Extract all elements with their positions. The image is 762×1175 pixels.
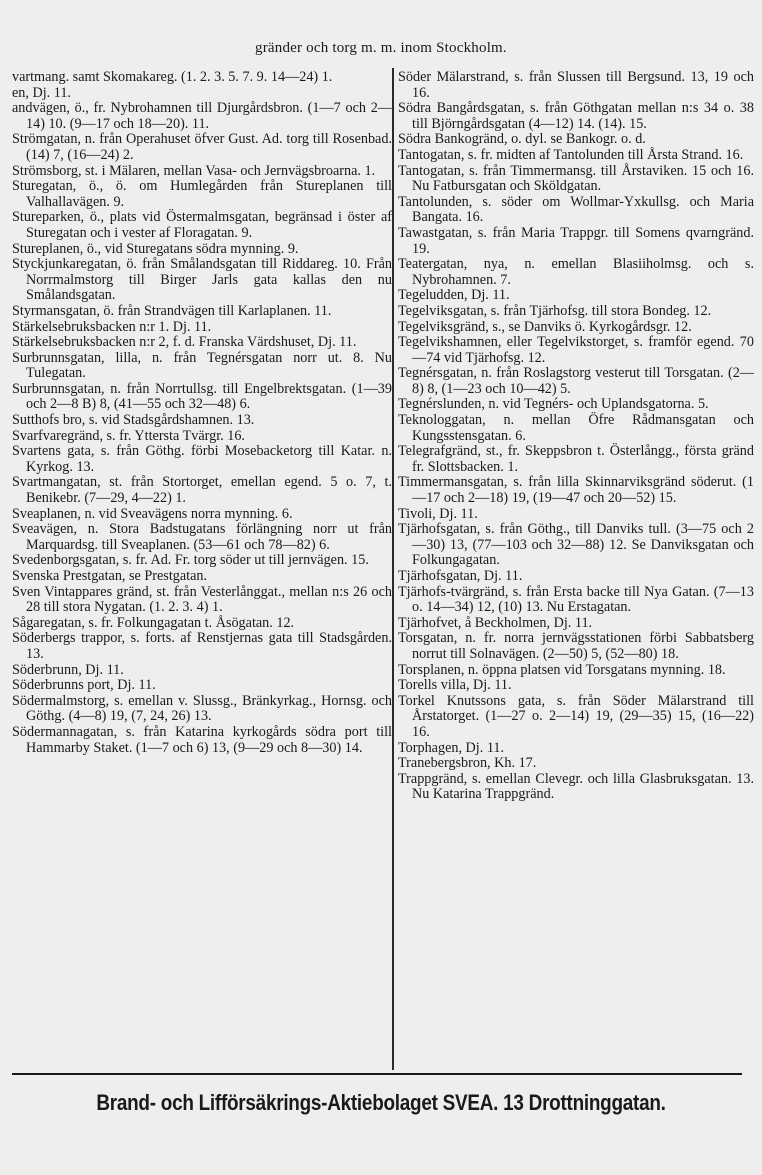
street-entry: Styrmansgatan, ö. från Strandvägen till Karlaplanen. 11.: [12, 302, 332, 319]
street-entry: Tranebergsbron, Kh. 17.: [398, 755, 537, 772]
street-entry: Söderbrunn, Dj. 11.: [12, 661, 124, 678]
street-entry: Torsplanen, n. öppna platsen vid Torsgatans mynning. 18.: [398, 661, 726, 678]
footer-rule: [12, 1073, 742, 1075]
street-entry: Tantolunden, s. söder om Wollmar-Yxkullsg. och Maria Bangata. 16.: [398, 193, 754, 226]
street-entry: Stureparken, ö., plats vid Östermalmsgatan, begränsad i öster af Sturegatan och i vester af Floragatan. 9.: [12, 209, 392, 241]
street-entry: Timmermansgatan, s. från lilla Skinnarviksgränd söderut. (1—17 och 2—18) 19, (19—47 och 20—52) 15.: [398, 474, 754, 507]
street-entry: Sturegatan, ö., ö. om Humlegården från Stureplanen till Valhallavägen. 9.: [12, 178, 392, 210]
street-entry: Trappgränd, s. emellan Clevegr. och lilla Glasbruksgatan. 13. Nu Katarina Trappgränd.: [398, 770, 754, 803]
street-entry: Sutthofs bro, s. vid Stadsgårdshamnen. 13.: [12, 412, 255, 429]
street-entry: Svarfvaregränd, s. fr. Yttersta Tvärgr. 16.: [12, 427, 245, 444]
street-entry: Tegnérslunden, n. vid Tegnérs- och Uplandsgatorna. 5.: [398, 396, 709, 413]
street-entry: Tjärhofsgatan, s. från Göthg., till Danviks tull. (3—75 och 2—30) 13, (77—103 och 32—88) 12. Se Danviksgatan och Folkungagatan.: [398, 521, 754, 569]
street-entry: Tivoli, Dj. 11.: [398, 505, 478, 522]
page-header: gränder och torg m. m. inom Stockholm.: [255, 40, 507, 56]
street-entry: Surbrunnsgatan, lilla, n. från Tegnérsgatan norr ut. 8. Nu Tulegatan.: [12, 349, 392, 382]
street-entry: andvägen, ö., fr. Nybrohamnen till Djurgårdsbron. (1—7 och 2—14) 10. (9—17 och 18—20). 11.: [12, 100, 392, 132]
street-entry: en, Dj. 11.: [12, 84, 71, 101]
street-entry: Torkel Knutssons gata, s. från Söder Mälarstrand till Årstatorget. (1—27 o. 2—14) 19, (29—35) 15, (16—22) 16.: [398, 692, 754, 740]
street-entry: Tjärhofs-tvärgränd, s. från Ersta backe till Nya Gatan. (7—13 o. 14—34) 12, (10) 13. Nu Erstagatan.: [398, 583, 754, 616]
street-entry: Södra Bangårdsgatan, s. från Göthgatan mellan n:s 34 o. 38 till Björngårdsgatan (4—12) 14. (14). 15.: [398, 100, 754, 132]
street-entry: Tawastgatan, s. från Maria Trappgr. till Somens qvarngränd. 19.: [398, 224, 754, 257]
street-entry: Teatergatan, nya, n. emellan Blasiiholmsg. och s. Nybrohamnen. 7.: [398, 256, 754, 288]
street-entry: Stureplanen, ö., vid Sturegatans södra mynning. 9.: [12, 240, 299, 257]
street-entry: Södermalmstorg, s. emellan v. Slussg., Bränkyrkag., Hornsg. och Göthg. (4—8) 19, (7, 24, 26) 13.: [12, 692, 392, 725]
street-entry: Tantogatan, s. fr. midten af Tantolunden till Årsta Strand. 16.: [398, 146, 744, 163]
street-entry: Torsgatan, n. fr. norra jernvägsstationen förbi Sabbatsberg norrut till Solnavägen. (2—50) 5, (52—80) 18.: [398, 630, 754, 662]
street-entry: Tantogatan, s. från Timmermansg. till Årstaviken. 15 och 16. Nu Fatbursgatan och Sköldgatan.: [398, 162, 754, 195]
street-entry: vartmang. samt Skomakareg. (1. 2. 3. 5. 7. 9. 14—24) 1.: [12, 69, 333, 85]
street-entry: Söderbrunns port, Dj. 11.: [12, 677, 156, 694]
street-entry: Svenska Prestgatan, se Prestgatan.: [12, 568, 208, 584]
street-entry: Sven Vintappares gränd, st. från Vesterlånggat., mellan n:s 26 och 28 till stora Nygatan. (1. 2. 3. 4) 1.: [12, 583, 392, 616]
street-entry: Teknologgatan, n. mellan Öfre Rådmansgatan och Kungsstensgatan. 6.: [398, 412, 754, 444]
street-entry: Söderbergs trappor, s. forts. af Renstjernas gata till Stadsgården. 13.: [12, 630, 392, 662]
street-entry: Södermannagatan, s. från Katarina kyrkogårds södra port till Hammarby Staket. (1—7 och 6) 13, (9—29 och 8—30) 14.: [12, 723, 392, 756]
left-column: [12, 70, 392, 756]
street-entry: Sågaregatan, s. fr. Folkungagatan t. Åsögatan. 12.: [12, 614, 295, 631]
street-entry: Svedenborgsgatan, s. fr. Ad. Fr. torg söder ut till jernvägen. 15.: [12, 552, 369, 569]
street-entry: Torells villa, Dj. 11.: [398, 677, 512, 694]
right-column: [398, 70, 754, 803]
street-entry: Sveavägen, n. Stora Badstugatans förlängning norr ut från Marquardsg. till Sveaplanen. (53—61 och 78—82) 6.: [12, 521, 392, 553]
street-entry: Södra Bankogränd, o. dyl. se Bankogr. o. d.: [398, 131, 646, 148]
street-entry: Strömgatan, n. från Operahuset öfver Gust. Ad. torg till Rosenbad. (14) 7, (16—24) 2.: [12, 131, 392, 163]
street-entry: Stärkelsebruksbacken n:r 2, f. d. Franska Värdshuset, Dj. 11.: [12, 334, 357, 351]
street-entry: Svartmangatan, st. från Stortorget, emellan egend. 5 o. 7, t. Benikebr. (7—29, 4—22) 1.: [12, 474, 392, 507]
street-entry: Svartens gata, s. från Göthg. förbi Mosebacketorg till Katar. n. Kyrkog. 13.: [12, 443, 392, 475]
column-divider: [392, 68, 394, 1070]
advertisement-footer: Brand- och Lifförsäkrings-Aktiebolaget SVEA. 13 Drottninggatan.: [96, 1090, 666, 1115]
street-entry: Söder Mälarstrand, s. från Slussen till Bergsund. 13, 19 och 16.: [398, 69, 754, 101]
street-entry: Tegeludden, Dj. 11.: [398, 287, 510, 304]
street-entry: Torphagen, Dj. 11.: [398, 739, 505, 756]
street-entry: Tegnérsgatan, n. från Roslagstorg vesterut till Torsgatan. (2—8) 8, (1—23 och 10—42) 5.: [398, 365, 754, 397]
street-entry: Sveaplanen, n. vid Sveavägens norra mynning. 6.: [12, 505, 293, 522]
street-entry: Tjärhofsgatan, Dj. 11.: [398, 568, 523, 584]
street-entry: Surbrunnsgatan, n. från Norrtullsg. till Engelbrektsgatan. (1—39 och 2—8 B) 8, (41—55 och 32—48) 6.: [12, 380, 392, 413]
street-entry: Tjärhofvet, å Beckholmen, Dj. 11.: [398, 614, 593, 631]
street-entry: Tegelviksgatan, s. från Tjärhofsg. till stora Bondeg. 12.: [398, 302, 712, 319]
street-entry: Styckjunkaregatan, ö. från Smålandsgatan till Riddareg. 10. Från Norrmalmstorg till Birger Jarls gata kallas den nu Smålandsgatan.: [12, 256, 392, 304]
street-entry: Stärkelsebruksbacken n:r 1. Dj. 11.: [12, 318, 212, 335]
street-entry: Strömsborg, st. i Mälaren, mellan Vasa- och Jernvägsbroarna. 1.: [12, 162, 376, 179]
street-entry: Tegelviksgränd, s., se Danviks ö. Kyrkogårdsgr. 12.: [398, 318, 692, 335]
street-entry: Telegrafgränd, st., fr. Skeppsbron t. Österlångg., första gränd fr. Slottsbacken. 1.: [398, 443, 754, 475]
street-entry: Tegelvikshamnen, eller Tegelvikstorget, s. framför egend. 70—74 vid Tjärhofsg. 12.: [398, 334, 754, 366]
